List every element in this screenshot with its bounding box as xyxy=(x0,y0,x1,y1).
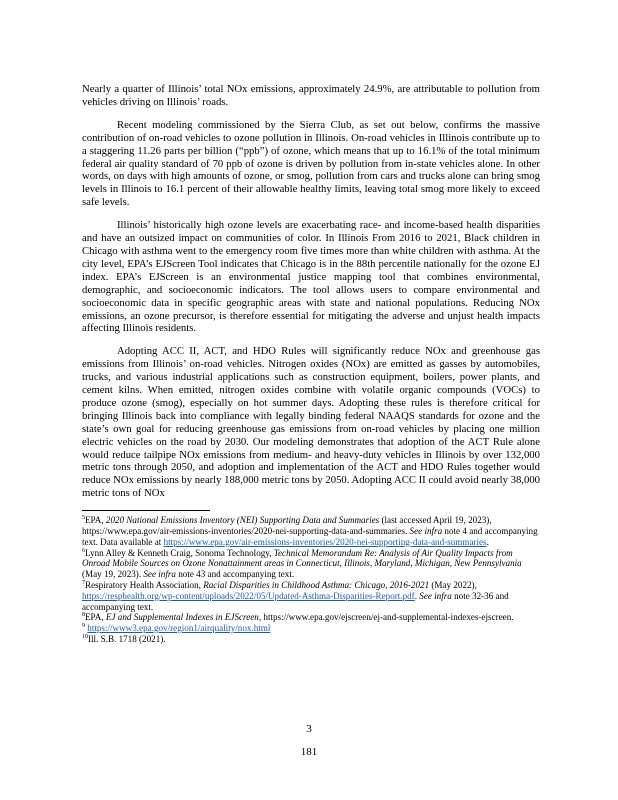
document-body xyxy=(82,83,540,645)
paragraph-health-disparities: Illinois’ historically high ozone levels are exacerbating race- and income-based health disparities and have an outsized impact on communities of color. In Illinois From 2016 to 2021, Black children in Chicago with asthma went to the emergency room five times more than white children with asthma. At the city level, EPA’s EJScreen Tool indicates that Chicago is in the 88th percentile nationally for the ozone EJ index. EPA’s EJScreen is an environmental justice mapping tool that combines environmental, demographic, and socioeconomic indicators. The tool allows users to compare environmental and socioeconomic data in specific geographic areas with state and national populations. Reducing NOx emissions, an ozone precursor, is therefore essential for mitigating the adverse and unjust health impacts affecting Illinois residents. xyxy=(82,219,540,335)
footnote-9: $^9$ https://www3.epa.gov/region1/airquality/nox.html xyxy=(82,623,271,634)
footnote-10: $^{10}$Ill. S.B. 1718 (2021). xyxy=(82,633,166,644)
paragraph-nox-share: Nearly a quarter of Illinois’ total NOx emissions, approximately 24.9%, are attributable to pollution from vehicles driving on Illinois’ roads. xyxy=(82,83,540,108)
page-number: 3 xyxy=(306,723,312,735)
bates-number: 181 xyxy=(300,746,318,758)
paragraph-modeling: Recent modeling commissioned by the Sierra Club, as set out below, confirms the massive contribution of on-road vehicles to ozone pollution in Illinois. On-road vehicles in Illinois contribute up to a staggering 11.26 parts per billion (“ppb”) of ozone, which means that up to 16.1% of the total minimum federal air quality standard of 70 ppb of ozone is driven by pollution from in-state vehicles alone. In other words, on days with high amounts of ozone, or smog, pollution from cars and trucks alone can bring smog levels in Illinois to 16.1 percent of their allowable healthy limits, leaving total smog more likely to exceed safe levels. xyxy=(82,118,540,209)
footnote-8: $^8$EPA, EJ and Supplemental Indexes in EJScreen, https://www.epa.gov/ejscreen/ej-and-supplemental-indexes-ejscreen. xyxy=(82,612,514,623)
footnote-9-link[interactable]: https://www3.epa.gov/region1/airquality/nox.html xyxy=(87,623,271,634)
footnote-7: $^7$Respiratory Health Association, Racial Disparities in Childhood Asthma: Chicago, 2016-2021 (May 2022), https://resphealth.org/wp-content/uploads/2022/05/Updated-Asthma-Disparities-Report.pdf. See infra note 32-36 and accompanying text. xyxy=(82,579,509,612)
footnote-separator xyxy=(82,510,210,511)
footnote-6: $^6$Lynn Alley & Kenneth Craig, Sonoma Technology, Technical Memorandum Re: Analysis of Air Quality Impacts from Onroad Mobile Sources on Ozone Nonattainment areas in Connecticut, Illinois, Maryland, Michigan, New Pennsylvania (May 19, 2023). See infra note 43 and accompanying text. xyxy=(82,547,522,580)
footnote-7-link[interactable]: https://resphealth.org/wp-content/uploads/2022/05/Updated-Asthma-Disparities-Report.pdf xyxy=(82,590,415,601)
paragraph-adopting-rules: Adopting ACC II, ACT, and HDO Rules will significantly reduce NOx and greenhouse gas emissions from Illinois’ on-road vehicles. Nitrogen oxides (NOx) are emitted as gasses by automobiles, trucks, and various industrial applications such as construction equipment, boilers, power plants, and cement kilns. When emitted, nitrogen oxides combine with volatile organic compounds (VOCs) to produce ozone (smog), especially on hot summer days. Adopting these rules is therefore critical for bringing Illinois back into compliance with legally binding federal NAAQS standards for ozone and the state’s own goal for reducing greenhouse gas emissions from on-road vehicles by placing one million electric vehicles on the road by 2030. Our modeling demonstrates that adoption of the ACT Rule alone would reduce tailpipe NOx emissions from medium- and heavy-duty vehicles in Illinois by over 132,000 metric tons through 2050, and adoption and implementation of the ACT and HDO Rules together would reduce NOx emissions by nearly 188,000 metric tons by 2050. Adopting ACC II could avoid nearly 38,000 metric tons of NOx xyxy=(82,345,541,500)
footnote-5: $^5$EPA, 2020 National Emissions Inventory (NEI) Supporting Data and Summaries (last accessed April 19, 2023), https://www.epa.gov/air-emissions-inventories/2020-nei-supporting-data-and-summaries. See infra note 4 and accompanying text. Data available at https://www.epa.gov/air-emissions-inventories/2020-nei-supporting-data-and-summaries. xyxy=(82,515,538,547)
footnote-5-link[interactable]: https://www.epa.gov/air-emissions-inventories/2020-nei-supporting-data-and-summaries xyxy=(163,536,487,547)
